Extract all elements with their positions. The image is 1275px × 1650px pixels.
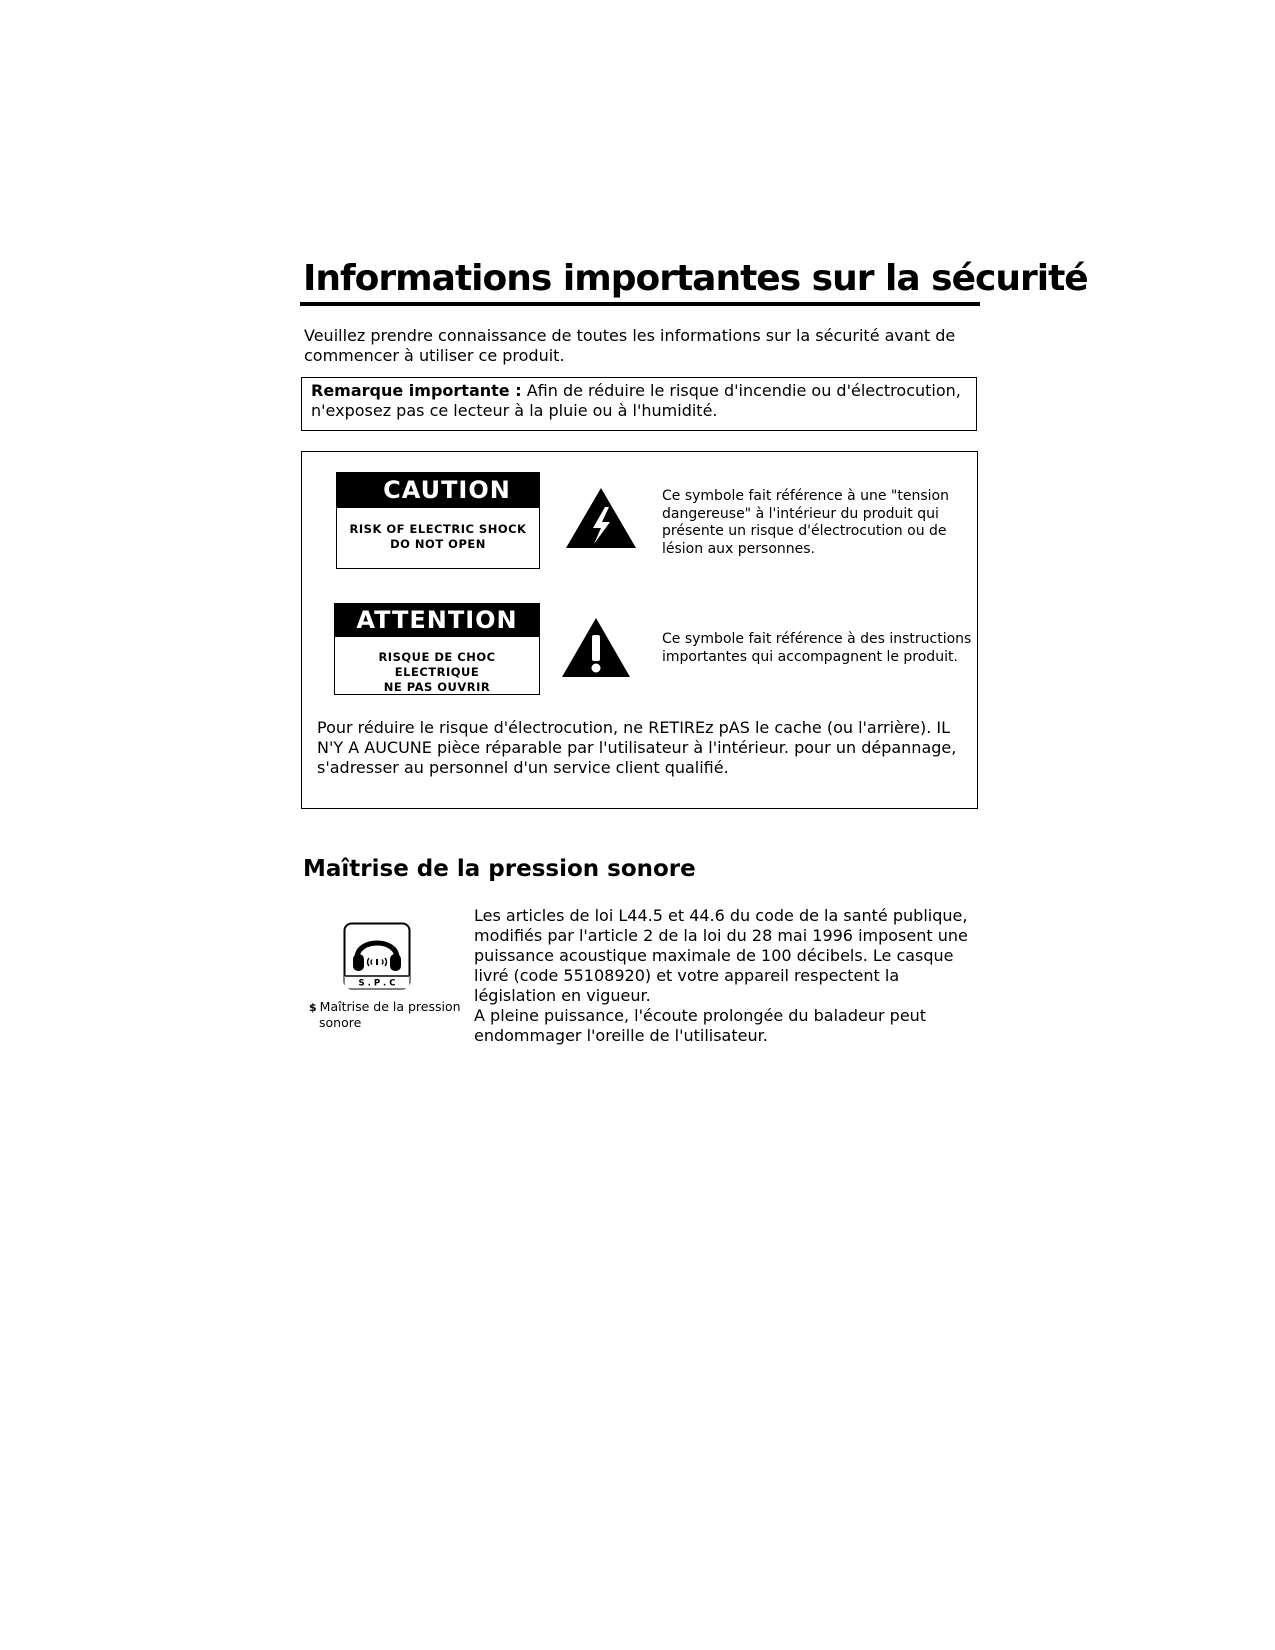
spc-caption-line2: sonore <box>319 1015 362 1030</box>
attention-label <box>334 603 540 695</box>
title-divider <box>300 302 980 306</box>
caution-label-line1: RISK OF ELECTRIC SHOCK <box>349 522 527 536</box>
exclamation-symbol-description: Ce symbole fait référence à des instructions importantes qui accompagnent le produit. <box>662 631 972 665</box>
notice-text: Afin de réduire le risque d'incendie ou d'électrocution, n'exposez pas ce lecteur à la pluie ou à l'humidité. <box>311 381 961 420</box>
caution-label <box>336 472 540 569</box>
attention-label-line2: NE PAS OUVRIR <box>383 680 491 694</box>
spc-headphones-icon <box>343 922 411 990</box>
sound-pressure-law-text <box>474 906 974 1046</box>
law-paragraph-1: Les articles de loi L44.5 et 44.6 du code de la santé publique, modifiés par l'article 2 de la loi du 28 mai 1996 imposent une puissance acoustique maximale de 100 décibels. Le casque livré (code 55108920) et votre appareil respectent la législation en vigueur. <box>474 906 968 1005</box>
lightning-warning-icon <box>565 487 637 549</box>
service-warning-paragraph: Pour réduire le risque d'électrocution, ne RETIREz pAS le cache (ou l'arrière). IL N'Y A AUCUNE pièce réparable par l'utilisateur à l'intérieur. pour un dépannage, s'adresser au personnel d'un service client qualifié. <box>317 718 957 777</box>
law-paragraph-2: A pleine puissance, l'écoute prolongée du baladeur peut endommager l'oreille de l'utilisateur. <box>474 1006 927 1045</box>
spc-caption-bullet: $ <box>309 1001 317 1014</box>
lightning-symbol-description: Ce symbole fait référence à une "tension dangereuse" à l'intérieur du produit qui présente un risque d'électrocution ou de lésion aux personnes. <box>662 488 949 557</box>
section-title: Maîtrise de la pression sonore <box>303 856 696 882</box>
intro-paragraph: Veuillez prendre connaissance de toutes les informations sur la sécurité avant de commencer à utiliser ce produit. <box>304 326 956 365</box>
page-title: Informations importantes sur la sécurité <box>303 258 1088 299</box>
spc-caption <box>309 999 469 1030</box>
attention-label-title: ATTENTION <box>335 604 539 637</box>
important-notice-box <box>301 377 977 431</box>
caution-label-body <box>337 522 539 552</box>
spc-icon-label: S . P . C <box>358 978 396 989</box>
attention-label-body <box>335 650 539 695</box>
exclamation-warning-icon <box>561 617 631 678</box>
caution-label-title: CAUTION <box>337 473 539 508</box>
spc-caption-line1: Maîtrise de la pression <box>319 999 461 1014</box>
notice-label: Remarque importante : <box>311 381 522 400</box>
caution-label-line2: DO NOT OPEN <box>390 537 486 551</box>
attention-label-line1: RISQUE DE CHOC ELECTRIQUE <box>378 650 496 679</box>
